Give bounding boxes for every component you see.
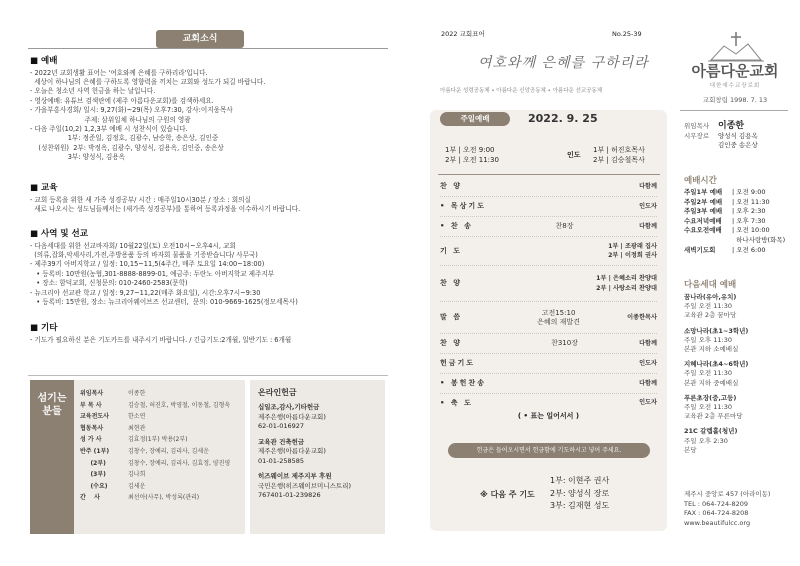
news-line: - 오늘은 청소년 사역 헌금을 하는 날입니다. (30, 87, 156, 96)
order-item: 찬 양 (440, 182, 462, 191)
staff-value: 이종한 (718, 121, 745, 131)
news-line: 주제: 삼위일체 하나님의 구원의 영광 (30, 115, 191, 124)
order-leader: 다함께 (639, 222, 657, 230)
order-leader: 이종한목사 (627, 313, 657, 321)
servers-heading: 섬기는 분들 (30, 380, 74, 534)
order-detail: 고전15:10 은혜의 재발견 (537, 308, 580, 326)
news-line: - 기도가 필요하신 분은 기도카드를 내주시기 바랍니다. / 긴급기도:2개월, 일반기도 : 6개월 (30, 335, 292, 344)
staff-label: 위임목사 (684, 122, 710, 130)
server-role: 부 목 사 (80, 401, 102, 409)
next-gen-detail: 주일 오전 11:30 교육관 2층 푸른마당 (684, 403, 743, 421)
order-detail: 찬8장 (555, 222, 574, 230)
slogan: 여호와께 은혜를 구하리라 (478, 55, 649, 71)
time-row (684, 207, 790, 217)
news-line: - 교회 등록을 위한 새 가족 성경공부/ 시간 : 매주일10시30분 / 장소 : 회의실 (30, 195, 251, 204)
time-name: 새벽기도회 (684, 245, 716, 254)
server-names: 김창수, 장예리, 김리사, 김세운 (128, 447, 209, 455)
order-item: 헌금기도 (440, 359, 476, 368)
staff-row (684, 122, 790, 132)
next-gen-detail: 주일 오후 2:30 본당 (684, 436, 728, 454)
next-gen-item (684, 394, 790, 422)
worship-date: 2022. 9. 25 (528, 112, 598, 125)
news-line: - 2022년 교회생활 표어는 '여호와께 은혜를 구하리라'입니다. (30, 68, 208, 77)
server-row (80, 400, 242, 412)
news-line: 새로 나오시는 성도님들께서는 (새가족 성경공부)를 통하여 등록과정을 이수하시기 바랍니다. (30, 205, 301, 214)
community-line: 아름다운 성령공동체 • 아름다운 신앙공동체 • 아름다운 선교공동체 (440, 88, 603, 94)
order-row (440, 237, 657, 266)
address: 제주시 중앙로 457 (아라이동) (684, 490, 771, 498)
next-gen-list (684, 293, 790, 461)
next-gen-item (684, 327, 790, 355)
section-heading: ■ 사역 및 선교 (30, 229, 88, 239)
service-times: 1부 | 오전 9:00 2부 | 오전 11:30 (445, 146, 499, 164)
order-row (440, 302, 657, 334)
next-gen-item (684, 360, 790, 388)
order-item: • 봉헌찬송 (440, 379, 486, 388)
server-role: (2부) (80, 459, 106, 467)
time-name: 주일2부 예배 (684, 197, 723, 206)
server-names: 이종한 (128, 390, 146, 397)
mission-news (30, 229, 390, 307)
denomination: 대한예수교장로회 (709, 83, 761, 89)
etc-news (30, 323, 390, 345)
divider (28, 375, 388, 376)
worship-news (30, 56, 390, 163)
server-row (80, 423, 242, 435)
service-leaders: 1부 | 허진호목사 2부 | 김승철목사 (593, 146, 645, 164)
server-role: 협동목사 (80, 424, 104, 432)
order-item: • 찬 송 (440, 222, 473, 231)
server-names: 김승철, 허진호, 박영철, 이동철, 김형욱 (128, 401, 231, 409)
prayer-person: 1부: 이현주 권사 (550, 476, 610, 485)
server-role: (수요) (80, 482, 108, 490)
news-line: - 다음세대를 위한 선교바자회/ 10월22일(토) 오전10시~오후4시, 교회 (30, 241, 236, 250)
order-leader: 1부 | 조광래 집사 2부 | 이정희 권사 (608, 242, 657, 259)
server-role: 반주 (1부) (80, 447, 110, 455)
news-line: • 장소: 함덕교회, 신청문의: 010-2460-2583(문학) (30, 279, 188, 288)
server-role: 교육전도사 (80, 413, 109, 421)
server-names: 최현관 (128, 424, 146, 432)
order-detail: 찬310장 (551, 339, 578, 347)
account-title: 십일조,감사,기타헌금 (258, 403, 320, 411)
time-name: 주일3부 예배 (684, 207, 723, 216)
staff-row (684, 132, 790, 151)
time-row (684, 246, 790, 256)
time-value: | 오전 10:00 (732, 226, 770, 235)
church-logo-icon (706, 32, 766, 62)
account-bank: 국민은행(히즈웨이브미니스트리) (258, 481, 351, 490)
order-leader: 다함께 (639, 339, 657, 347)
time-value: 하나사랑방(화목) (732, 235, 786, 244)
next-gen-detail: 주일 오후 11:30 본관 지하 소예배실 (684, 335, 739, 354)
standing-note: ( • 표는 일어서서 ) (517, 412, 580, 420)
church-contact (684, 490, 790, 528)
order-item: 찬 양 (440, 279, 462, 288)
year-label: 2022 교회표어 (441, 30, 485, 38)
server-role: 성 가 사 (80, 436, 102, 444)
next-gen-title: 푸른초장(중,고등) (684, 393, 737, 402)
news-line: - 뉴크리아 선교관 학교 / 일정: 9,27~11,22(매주 화요일), 시간:오후7시~9:30 (30, 288, 261, 297)
server-role: 간 사 (80, 494, 100, 502)
next-gen-title: 21C 갈렙홀(청년) (684, 427, 738, 436)
server-names: 김세운 (128, 482, 146, 490)
news-line: - 가을부흥사경회/ 일시: 9,27(화)~29(목) 오후7:30, 강사:이지웅목사 (30, 106, 233, 115)
news-line: 세상이 하나님의 은혜를 구하도록 영향력을 끼치는 교회와 성도가 되길 바랍니다. (30, 78, 266, 87)
order-row (440, 374, 657, 394)
staff-label: 시무장로 (684, 131, 710, 140)
account-bank: 제주은행(아름다운교회) (258, 412, 326, 421)
bank-account (258, 438, 377, 467)
account-bank: 제주은행(아름다운교회) (258, 447, 326, 455)
time-name: 수요저녁예배 (684, 216, 722, 225)
order-item: • 축 도 (440, 398, 473, 407)
news-title: 교회소식 (156, 30, 244, 48)
order-item: 찬 양 (440, 339, 462, 348)
time-value: | 오전 6:00 (732, 245, 766, 254)
order-leader: 다함께 (639, 379, 657, 387)
order-leader: 다함께 (639, 182, 657, 190)
order-row (440, 334, 657, 354)
server-row (80, 458, 242, 470)
account-title: 교육관 건축헌금 (258, 437, 305, 446)
server-names: 김효정(1부) 박용(2부) (128, 436, 188, 444)
time-row (684, 188, 790, 198)
phone: TEL : 064-724-8209 (684, 499, 749, 508)
time-row (684, 236, 790, 246)
bank-account (258, 403, 377, 432)
next-gen-title: 지혜나라(초4~6학년) (684, 360, 749, 369)
website-link[interactable]: www.beautifulcc.org (684, 518, 751, 527)
church-name: 아름다운교회 (691, 62, 779, 80)
server-row (80, 446, 242, 458)
news-line: 3부: 양성식, 김용옥 (30, 153, 126, 162)
order-leader: 인도자 (639, 359, 657, 367)
server-row (80, 481, 242, 493)
worship-times-heading: 예배시간 (684, 176, 717, 186)
section-heading: ■ 예배 (30, 56, 58, 66)
time-row (684, 217, 790, 227)
server-names: 최선아(사무), 박성록(관리) (128, 494, 200, 502)
order-item: • 목상기도 (440, 202, 486, 211)
prayer-person: 2부: 양성식 장로 (550, 488, 610, 498)
news-line: • 등록비: 10만원(농협,301-8888-8899-01, 예금주: 두란노 아버지학교 제주지부 (30, 269, 275, 278)
intro-label: 인도 (567, 151, 581, 159)
order-leader: 1부 | 은혜소리 찬양대 2부 | 사랑소리 찬양대 (596, 275, 657, 292)
order-row (440, 394, 657, 412)
order-row (440, 266, 657, 302)
worship-label: 주일예배 (440, 112, 510, 126)
server-row (80, 411, 242, 423)
worship-times-list (684, 188, 790, 255)
next-week-prayer-label: ※ 다음 주 기도 (480, 490, 535, 499)
education-news (30, 183, 390, 214)
server-row (80, 469, 242, 481)
next-gen-title: 꿈나라(유아,유치) (684, 293, 737, 301)
server-row (80, 492, 242, 504)
time-value: | 오전 11:30 (732, 197, 770, 206)
bulletin-number: No.25-39 (612, 30, 642, 38)
next-gen-item (684, 293, 790, 321)
next-gen-item (684, 427, 790, 455)
server-names: 한소연 (128, 413, 146, 421)
section-heading: ■ 교육 (30, 183, 58, 193)
offering-heading: 온라인헌금 (258, 388, 297, 397)
fax: FAX : 064-724-8208 (684, 509, 749, 518)
time-name: 주일1부 예배 (684, 188, 723, 196)
time-value: | 오후 7:30 (732, 216, 766, 225)
time-value: | 오후 2:30 (732, 207, 766, 216)
order-row (440, 354, 657, 374)
order-row (440, 197, 657, 217)
time-row (684, 226, 790, 236)
account-title: 히즈웨이브 제주지부 후원 (258, 472, 332, 480)
offering-note: 헌금은 들어오시면서 헌금함에 기도하시고 넣어 주세요. (448, 443, 650, 458)
servers-list (80, 388, 242, 504)
news-line: • 등록비: 15만원, 장소: 뉴크리아웨이브즈 선교센터, 문의: 010-9669-1625(정모세목사) (30, 298, 298, 307)
next-gen-detail: 주일 오전 11:30 본관 지하 중예배실 (684, 369, 739, 387)
next-gen-title: 소망나라(초1~3학년) (684, 326, 749, 335)
order-row (440, 177, 657, 197)
news-line: (성찬위원) 2부: 박정옥, 김광수, 양성식, 김용옥, 김인중, 송은상 (30, 143, 224, 152)
divider (28, 48, 388, 49)
divider (438, 174, 660, 175)
section-heading: ■ 기타 (30, 323, 58, 333)
server-names: 김나희 (128, 471, 146, 479)
server-names: 김창수, 장예리, 김리사, 김효정, 양진영 (128, 459, 231, 467)
account-number: 767401-01-239826 (258, 491, 321, 499)
order-leader: 인도자 (639, 202, 657, 210)
server-row (80, 388, 242, 400)
order-row (440, 217, 657, 237)
next-gen-detail: 주일 오전 11:30 교육관 2층 꿈마당 (684, 302, 737, 320)
news-line: - 영상예배: 유튜브 검색란에 (제주 아름다운교회)를 검색하세요. (30, 96, 214, 105)
worship-times (445, 142, 660, 172)
order-item: 기 도 (440, 246, 462, 255)
news-line: (의류,잡화,악세사리,가전,주방용품 등의 바자회 물품을 기증받습니다/ 사무국) (30, 251, 258, 260)
next-gen-heading: 다음세대 예배 (684, 280, 737, 290)
prayer-person: 3부: 김재현 성도 (550, 501, 610, 510)
founded-date: 교회창립 1998. 7. 13 (702, 96, 768, 104)
server-role: (3부) (80, 471, 106, 479)
church-staff (684, 122, 790, 151)
time-name: 수요오전예배 (684, 226, 722, 235)
order-item: 말 씀 (440, 313, 462, 322)
bank-account (258, 472, 377, 501)
news-line: - 제주39기 아버지학교 / 일정: 10,15~11,5(4주간, 매주 토요일 14:00~18:00) (30, 260, 265, 269)
account-number: 62-01-016927 (258, 422, 305, 430)
time-name (684, 236, 732, 246)
news-line: 1부: 정준일, 김정호, 김광수, 남승학, 송은상, 김인중 (30, 134, 219, 143)
account-number: 01-01-258585 (258, 456, 305, 465)
news-line: - 다음 주일(10,2) 1,2,3부 예배 시 성찬식이 있습니다. (30, 125, 188, 134)
divider (680, 110, 788, 111)
time-value: | 오전 9:00 (732, 188, 766, 196)
time-row (684, 198, 790, 208)
next-week-prayer-list (550, 475, 609, 513)
server-role: 위임목사 (80, 390, 104, 397)
order-leader: 인도자 (639, 399, 657, 407)
online-offering-box (250, 380, 385, 534)
server-row (80, 434, 242, 446)
servers-box (30, 380, 245, 534)
staff-value: 양성식 김용옥 김인중 송은상 (718, 131, 758, 149)
